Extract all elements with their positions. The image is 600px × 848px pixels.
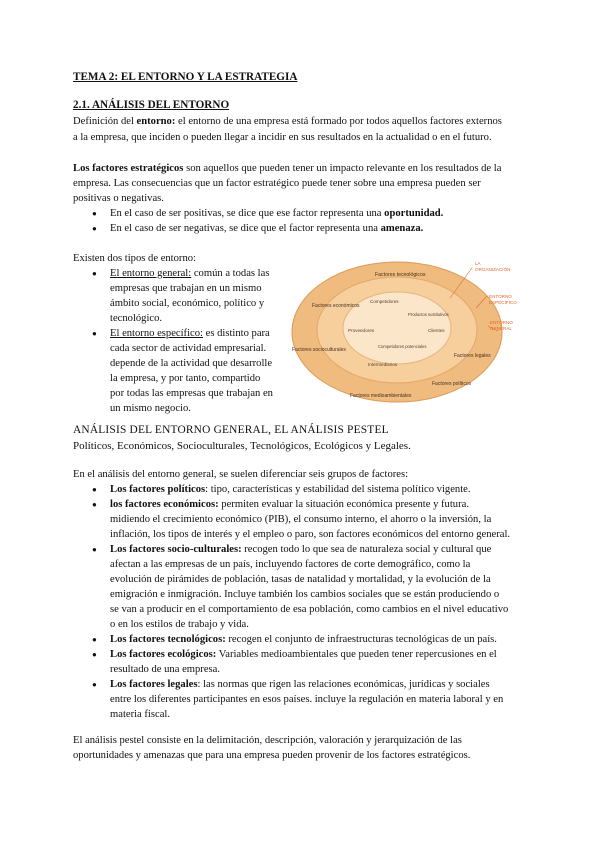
list-item-line: inflación, los tipos de interés y el empleo o paro, son factores económicos del entorno general. [110,529,511,540]
list-item-line: la empresa, y por tanto, compartido [110,373,261,384]
doc-title: TEMA 2: EL ENTORNO Y LA ESTRATEGIA [73,71,298,83]
list-item-line: materia fiscal. [110,709,170,720]
callout-especifico-2: ESPECÍFICO [489,300,517,305]
competidores-label: Competidores [370,299,399,304]
list-item-line: un mismo negocio. [110,403,191,414]
bullet-icon: ● [92,635,97,644]
list-item: En el caso de ser negativas, se dice que el factor representa una amenaza. [110,223,424,234]
factores-economicos-label: Factores económicos [312,303,360,309]
list-item-line: afectan a las empresas de un país, incluyendo factores de corte demográfico, como la [110,559,471,570]
proveedores-label: Proveedores [348,328,375,333]
list-item: Los factores políticos: tipo, características y estabilidad del sistema político vigente. [110,484,471,495]
list-item-line: tecnológico. [110,313,163,324]
section-heading: ANÁLISIS DEL ENTORNO GENERAL, EL ANÁLISIS PESTEL [73,424,389,436]
factores-politicos-label: Factores políticos [432,381,472,387]
pestel-subtitle: Políticos, Económicos, Socioculturales, Tecnológicos, Ecológicos y Legales. [73,440,411,452]
bullet-icon: ● [92,485,97,494]
factores-medioambientales-label: Factores medioambientales [350,393,412,399]
list-item: Los factores tecnológicos: recogen el conjunto de infraestructuras tecnológicas de un país. [110,634,497,645]
list-item-line: se van a producir en el comportamiento de esa población, como cambios en el nivel educativo [110,604,509,615]
list-item-line: entre los diferentes participantes en esos países. incluye la regulación en materia laboral y en [110,694,504,705]
list-item-line: por todas las empresas que trabajan en [110,388,273,399]
paragraph-line: Los factores estratégicos son aquellos que pueden tener un impacto relevante en los resultados de la [73,163,502,174]
factores-legales-label: Factores legales [454,353,491,359]
list-item-line: resultado de una empresa. [110,664,221,675]
list-item: El entorno específico: es distinto para [110,328,270,339]
clientes-label: Clientes [428,328,445,333]
callout-general-2: GENERAL [490,326,512,331]
list-item-line: empresas que trabajan en un mismo [110,283,262,294]
paragraph-line: empresa. Las consecuencias que un factor estratégico puede tener sobre una empresa pueden ser [73,178,481,189]
definition-line: a la empresa, que inciden o pueden llegar a incidir en sus resultados en la actualidad o en el futuro. [73,132,492,143]
list-item-line: depende de la actividad que desarrolle [110,358,273,369]
list-item-line: ámbito social, económico, político y [110,298,265,309]
list-item-line: o en los estilos de trabajo y vida. [110,619,249,630]
callout-organizacion-2: ORGANIZACIÓN [475,267,511,272]
entorno-diagram [290,256,530,404]
list-item-line: cada sector de actividad empresarial. [110,343,267,354]
list-item-line: midiendo el crecimiento económico (PIB), el consumo interno, el ahorro o la inversión, la [110,514,492,525]
intermediarios-label: Intermediarios [368,362,398,367]
factores-tecnologicos-label: Factores tecnológicos [375,272,426,278]
paragraph-line: oportunidades y amenazas que para una empresa pueden provenir de los factores estratégicos. [73,750,471,761]
bullet-icon: ● [92,545,97,554]
factores-socioculturales-label: Factores socioculturales [292,347,346,353]
list-item: Los factores ecológicos: Variables medioambientales que pueden tener repercusiones en el [110,649,497,660]
bullet-icon: ● [92,680,97,689]
list-item: Los factores legales: las normas que rigen las relaciones económicas, jurídicas y sociales [110,679,490,690]
definition-line: Definición del entorno: el entorno de una empresa está formado por todos aquellos factores externos [73,116,502,127]
paragraph-line: positivas o negativas. [73,193,164,204]
callout-especifico-1: ENTORNO [489,294,512,299]
callout-general-1: ENTORNO [490,320,513,325]
bullet-icon: ● [92,269,97,278]
list-item-line: evolución de pirámides de población, tasas de natalidad y mortalidad, y la evolución de la [110,574,491,585]
competidores-potenciales-label: Competidores potenciales [378,344,427,349]
list-item: Los factores socio-culturales: recogen todo lo que sea de naturaleza social y cultural que [110,544,492,555]
paragraph-line: El análisis pestel consiste en la delimitación, descripción, valoración y jerarquización de las [73,735,462,746]
list-item-line: emigración e inmigración. Incluye también los cambios sociales que se están produciendo o [110,589,500,600]
productos-sustitutivos-label: Productos sustitutivos [408,312,449,317]
list-item: El entorno general: común a todas las [110,268,270,279]
callout-organizacion-1: LA [475,261,481,266]
bullet-icon: ● [92,500,97,509]
paragraph-line: En el análisis del entorno general, se suelen diferenciar seis grupos de factores: [73,469,409,480]
bullet-icon: ● [92,209,97,218]
bullet-icon: ● [92,650,97,659]
bullet-icon: ● [92,329,97,338]
bullet-icon: ● [92,224,97,233]
section-heading: 2.1. ANÁLISIS DEL ENTORNO [73,99,230,111]
list-item: los factores económicos: permiten evaluar la situación económica presente y futura. [110,499,469,510]
paragraph-line: Existen dos tipos de entorno: [73,253,196,264]
list-item: En el caso de ser positivas, se dice que ese factor representa una oportunidad. [110,208,444,219]
